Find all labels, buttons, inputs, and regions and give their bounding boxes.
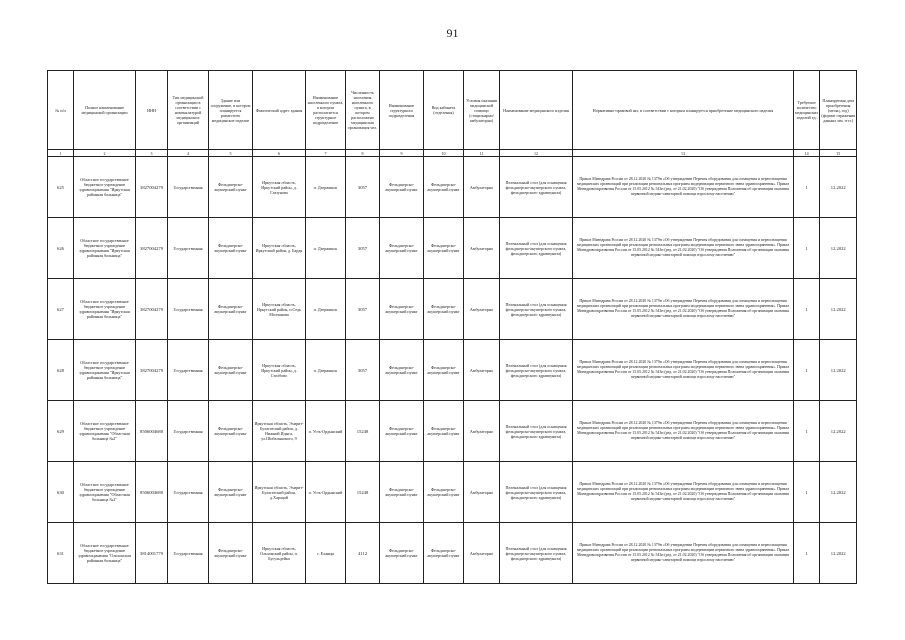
care-conditions: Амбулаторно bbox=[464, 523, 500, 584]
care-conditions: Амбулаторно bbox=[464, 157, 500, 218]
address: Иркутская область, Иркутский район, п.Седь Молчанова bbox=[253, 279, 306, 340]
column-number: 3 bbox=[136, 150, 168, 157]
inn: 3827004279 bbox=[136, 340, 168, 401]
organization-type: Государственная bbox=[168, 340, 209, 401]
care-conditions: Амбулаторно bbox=[464, 462, 500, 523]
column-number: 13 bbox=[573, 150, 794, 157]
quantity: 1 bbox=[794, 157, 820, 218]
organization-name: Областное государственное бюджетное учреждение здравоохранения "Областная больница №2" bbox=[74, 401, 136, 462]
column-header: Тип медицинской организации в соответствии с номенклатурой медицинских организаций bbox=[168, 71, 209, 150]
inn: 3814001779 bbox=[136, 523, 168, 584]
cabinet-type: Фельдшерско-акушерский пункт bbox=[424, 462, 464, 523]
column-number: 12 bbox=[500, 150, 573, 157]
purchase-date: 12.2022 bbox=[820, 218, 857, 279]
locality: п. Дзержинск bbox=[306, 340, 346, 401]
organization-name: Областное государственное бюджетное учреждение здравоохранения "Ольхонская районная больница" bbox=[74, 523, 136, 584]
building: Фельдшерско-акушерский пункт bbox=[209, 218, 253, 279]
structural-unit: Фельдшерско-акушерский пункт bbox=[380, 401, 424, 462]
column-number: 4 bbox=[168, 150, 209, 157]
inn: 3827004279 bbox=[136, 218, 168, 279]
column-number: 2 bbox=[74, 150, 136, 157]
organization-type: Государственная bbox=[168, 401, 209, 462]
inn: 8506004680 bbox=[136, 401, 168, 462]
table-row bbox=[48, 340, 857, 401]
organization-name: Областное государственное бюджетное учреждение здравоохранения "Иркутская районная больница" bbox=[74, 157, 136, 218]
device-name: Пеленальный стол (для оснащения фельдшерско-акушерского пункта, фельдшерского здравпункта) bbox=[500, 462, 573, 523]
column-number: 1 bbox=[48, 150, 74, 157]
care-conditions: Амбулаторно bbox=[464, 218, 500, 279]
cabinet-type: Фельдшерско-акушерский пункт bbox=[424, 157, 464, 218]
inn: 3827004279 bbox=[136, 157, 168, 218]
locality: с. Еланцы bbox=[306, 523, 346, 584]
device-name: Пеленальный стол (для оснащения фельдшерско-акушерского пункта, фельдшерского здравпункта) bbox=[500, 523, 573, 584]
purchase-date: 12.2022 bbox=[820, 157, 857, 218]
purchase-date: 12.2022 bbox=[820, 340, 857, 401]
organization-type: Государственная bbox=[168, 523, 209, 584]
column-header: Наименование населенного пункта, в котором располагается структурное подразделение bbox=[306, 71, 346, 150]
column-number: 6 bbox=[253, 150, 306, 157]
inn: 8506004680 bbox=[136, 462, 168, 523]
structural-unit: Фельдшерско-акушерский пункт bbox=[380, 523, 424, 584]
device-name: Пеленальный стол (для оснащения фельдшерско-акушерского пункта, фельдшерского здравпункта) bbox=[500, 401, 573, 462]
column-number: 8 bbox=[346, 150, 380, 157]
building: Фельдшерско-акушерский пункт bbox=[209, 157, 253, 218]
locality: п. Усть-Ордынский bbox=[306, 462, 346, 523]
regulatory-act: Приказ Минздрава России от 28.12.2020 № 1379н «Об утверждении Перечня оборудования для оснащения и переоснащения медицинских организаций при реализации региональных программ модернизации первичного звена здравоохранения». Приказ Минздравсоцразвития России от 15.05.2012 № 543н (ред. от 21.02.2020) "Об утверждении Положения об организации оказания первичной медико-санитарной помощи взрослому населению" bbox=[573, 340, 794, 401]
column-number: 9 bbox=[380, 150, 424, 157]
column-header: Вид кабинета (отделения) bbox=[424, 71, 464, 150]
quantity: 1 bbox=[794, 340, 820, 401]
population: 4112 bbox=[346, 523, 380, 584]
population: 3057 bbox=[346, 157, 380, 218]
locality: п. Дзержинск bbox=[306, 279, 346, 340]
column-number: 11 bbox=[464, 150, 500, 157]
building: Фельдшерско-акушерский пункт bbox=[209, 279, 253, 340]
device-name: Пеленальный стол (для оснащения фельдшерско-акушерского пункта, фельдшерского здравпункта) bbox=[500, 157, 573, 218]
row-number: 625 bbox=[48, 157, 74, 218]
regulatory-act: Приказ Минздрава России от 28.12.2020 № 1379н «Об утверждении Перечня оборудования для оснащения и переоснащения медицинских организаций при реализации региональных программ модернизации первичного звена здравоохранения». Приказ Минздравсоцразвития России от 15.05.2012 № 543н (ред. от 21.02.2020) "Об утверждении Положения об организации оказания первичной медико-санитарной помощи взрослому населению" bbox=[573, 462, 794, 523]
locality: п. Дзержинск bbox=[306, 218, 346, 279]
care-conditions: Амбулаторно bbox=[464, 279, 500, 340]
regulatory-act: Приказ Минздрава России от 28.12.2020 № 1379н «Об утверждении Перечня оборудования для оснащения и переоснащения медицинских организаций при реализации региональных программ модернизации первичного звена здравоохранения». Приказ Минздравсоцразвития России от 15.05.2012 № 543н (ред. от 21.02.2020) "Об утверждении Положения об организации оказания первичной медико-санитарной помощи взрослому населению" bbox=[573, 279, 794, 340]
quantity: 1 bbox=[794, 523, 820, 584]
row-number: 627 bbox=[48, 279, 74, 340]
column-number: 14 bbox=[794, 150, 820, 157]
quantity: 1 bbox=[794, 218, 820, 279]
organization-name: Областное государственное бюджетное учреждение здравоохранения "Иркутская районная больница" bbox=[74, 279, 136, 340]
column-number: 5 bbox=[209, 150, 253, 157]
row-number: 626 bbox=[48, 218, 74, 279]
building: Фельдшерско-акушерский пункт bbox=[209, 340, 253, 401]
address: Иркутская область, Иркутский район, д. Глазунова bbox=[253, 157, 306, 218]
purchase-date: 12.2022 bbox=[820, 279, 857, 340]
structural-unit: Фельдшерско-акушерский пункт bbox=[380, 157, 424, 218]
purchase-date: 12.2022 bbox=[820, 401, 857, 462]
inn: 3827004279 bbox=[136, 279, 168, 340]
address: Иркутская область, Ольхонский район, п. Бугульдейка bbox=[253, 523, 306, 584]
organization-type: Государственная bbox=[168, 218, 209, 279]
regulatory-act: Приказ Минздрава России от 28.12.2020 № 1379н «Об утверждении Перечня оборудования для оснащения и переоснащения медицинских организаций при реализации региональных программ модернизации первичного звена здравоохранения». Приказ Минздравсоцразвития России от 15.05.2012 № 543н (ред. от 21.02.2020) "Об утверждении Положения об организации оказания первичной медико-санитарной помощи взрослому населению" bbox=[573, 218, 794, 279]
row-number: 631 bbox=[48, 523, 74, 584]
building: Фельдшерско-акушерский пункт bbox=[209, 462, 253, 523]
column-header: Полное наименование медицинской организации bbox=[74, 71, 136, 150]
quantity: 1 bbox=[794, 462, 820, 523]
address: Иркутская область, Иркутский район, д. Бардя bbox=[253, 218, 306, 279]
building: Фельдшерско-акушерский пункт bbox=[209, 401, 253, 462]
regulatory-act: Приказ Минздрава России от 28.12.2020 № 1379н «Об утверждении Перечня оборудования для оснащения и переоснащения медицинских организаций при реализации региональных программ модернизации первичного звена здравоохранения». Приказ Минздравсоцразвития России от 15.05.2012 № 543н (ред. от 21.02.2020) "Об утверждении Положения об организации оказания первичной медико-санитарной помощи взрослому населению" bbox=[573, 523, 794, 584]
row-number: 629 bbox=[48, 401, 74, 462]
equipment-table bbox=[47, 70, 857, 584]
organization-type: Государственная bbox=[168, 462, 209, 523]
population: 15248 bbox=[346, 462, 380, 523]
row-number: 628 bbox=[48, 340, 74, 401]
organization-name: Областное государственное бюджетное учреждение здравоохранения "Областная больница №2" bbox=[74, 462, 136, 523]
device-name: Пеленальный стол (для оснащения фельдшерско-акушерского пункта, фельдшерского здравпункта) bbox=[500, 218, 573, 279]
table-row bbox=[48, 462, 857, 523]
building: Фельдшерско-акушерский пункт bbox=[209, 523, 253, 584]
locality: п. Дзержинск bbox=[306, 157, 346, 218]
device-name: Пеленальный стол (для оснащения фельдшерско-акушерского пункта, фельдшерского здравпункта) bbox=[500, 340, 573, 401]
purchase-date: 12.2022 bbox=[820, 523, 857, 584]
structural-unit: Фельдшерско-акушерский пункт bbox=[380, 340, 424, 401]
organization-name: Областное государственное бюджетное учреждение здравоохранения "Иркутская районная больница" bbox=[74, 218, 136, 279]
cabinet-type: Фельдшерско-акушерский пункт bbox=[424, 279, 464, 340]
page-number: 91 bbox=[446, 26, 459, 40]
locality: п. Усть-Ордынский bbox=[306, 401, 346, 462]
column-number: 10 bbox=[424, 150, 464, 157]
cabinet-type: Фельдшерско-акушерский пункт bbox=[424, 218, 464, 279]
column-header: Требуемое количество медицинских изделий ед. bbox=[794, 71, 820, 150]
column-header: № п/п bbox=[48, 71, 74, 150]
purchase-date: 12.2022 bbox=[820, 462, 857, 523]
care-conditions: Амбулаторно bbox=[464, 401, 500, 462]
regulatory-act: Приказ Минздрава России от 28.12.2020 № 1379н «Об утверждении Перечня оборудования для оснащения и переоснащения медицинских организаций при реализации региональных программ модернизации первичного звена здравоохранения». Приказ Минздравсоцразвития России от 15.05.2012 № 543н (ред. от 21.02.2020) "Об утверждении Положения об организации оказания первичной медико-санитарной помощи взрослому населению" bbox=[573, 157, 794, 218]
column-header: Планируемая дата приобретения (месяц, год) (формат отражения данных мм. гггг.) bbox=[820, 71, 857, 150]
structural-unit: Фельдшерско-акушерский пункт bbox=[380, 279, 424, 340]
column-header: Условия оказания медицинской помощи (стационарно/амбулаторно) bbox=[464, 71, 500, 150]
population: 3057 bbox=[346, 279, 380, 340]
table-row bbox=[48, 218, 857, 279]
organization-type: Государственная bbox=[168, 279, 209, 340]
table-row bbox=[48, 279, 857, 340]
quantity: 1 bbox=[794, 279, 820, 340]
cabinet-type: Фельдшерско-акушерский пункт bbox=[424, 401, 464, 462]
column-header: Наименование структурного подразделения bbox=[380, 71, 424, 150]
organization-type: Государственная bbox=[168, 157, 209, 218]
row-number: 630 bbox=[48, 462, 74, 523]
table-row bbox=[48, 523, 857, 584]
regulatory-act: Приказ Минздрава России от 28.12.2020 № 1379н «Об утверждении Перечня оборудования для оснащения и переоснащения медицинских организаций при реализации региональных программ модернизации первичного звена здравоохранения». Приказ Минздравсоцразвития России от 15.05.2012 № 543н (ред. от 21.02.2020) "Об утверждении Положения об организации оказания первичной медико-санитарной помощи взрослому населению" bbox=[573, 401, 794, 462]
column-header: Наименование медицинского изделия bbox=[500, 71, 573, 150]
cabinet-type: Фельдшерско-акушерский пункт bbox=[424, 340, 464, 401]
column-header: Нормативно-правовой акт, в соответствии с которым планируется приобретение медицинского изделия bbox=[573, 71, 794, 150]
device-name: Пеленальный стол (для оснащения фельдшерско-акушерского пункта, фельдшерского здравпункта) bbox=[500, 279, 573, 340]
column-number: 7 bbox=[306, 150, 346, 157]
column-header: Фактический адрес здания bbox=[253, 71, 306, 150]
table-row bbox=[48, 157, 857, 218]
column-header: ИНН bbox=[136, 71, 168, 150]
column-number: 15 bbox=[820, 150, 857, 157]
population: 3057 bbox=[346, 340, 380, 401]
structural-unit: Фельдшерско-акушерский пункт bbox=[380, 462, 424, 523]
column-header: Численность населения населенного пункта, в котором расположено медицинская организация чел. bbox=[346, 71, 380, 150]
header-row bbox=[48, 71, 857, 150]
address: Иркутская область, Иркутский район, д. Столбово bbox=[253, 340, 306, 401]
quantity: 1 bbox=[794, 401, 820, 462]
table-row bbox=[48, 401, 857, 462]
address: Иркутская область, Эхирит-Булагатский район, д.Харацай bbox=[253, 462, 306, 523]
structural-unit: Фельдшерско-акушерский пункт bbox=[380, 218, 424, 279]
population: 3057 bbox=[346, 218, 380, 279]
cabinet-type: Фельдшерско-акушерский пункт bbox=[424, 523, 464, 584]
population: 15248 bbox=[346, 401, 380, 462]
address: Иркутская область, Эхирит-Булагатский район, д. Нижний Идыга, ул.Шибалыкового, 9 bbox=[253, 401, 306, 462]
care-conditions: Амбулаторно bbox=[464, 340, 500, 401]
organization-name: Областное государственное бюджетное учреждение здравоохранения "Иркутская районная больница" bbox=[74, 340, 136, 401]
column-header: Здание или сооружение, в котором планируется разместить медицинское изделие bbox=[209, 71, 253, 150]
column-number-row bbox=[48, 150, 857, 157]
